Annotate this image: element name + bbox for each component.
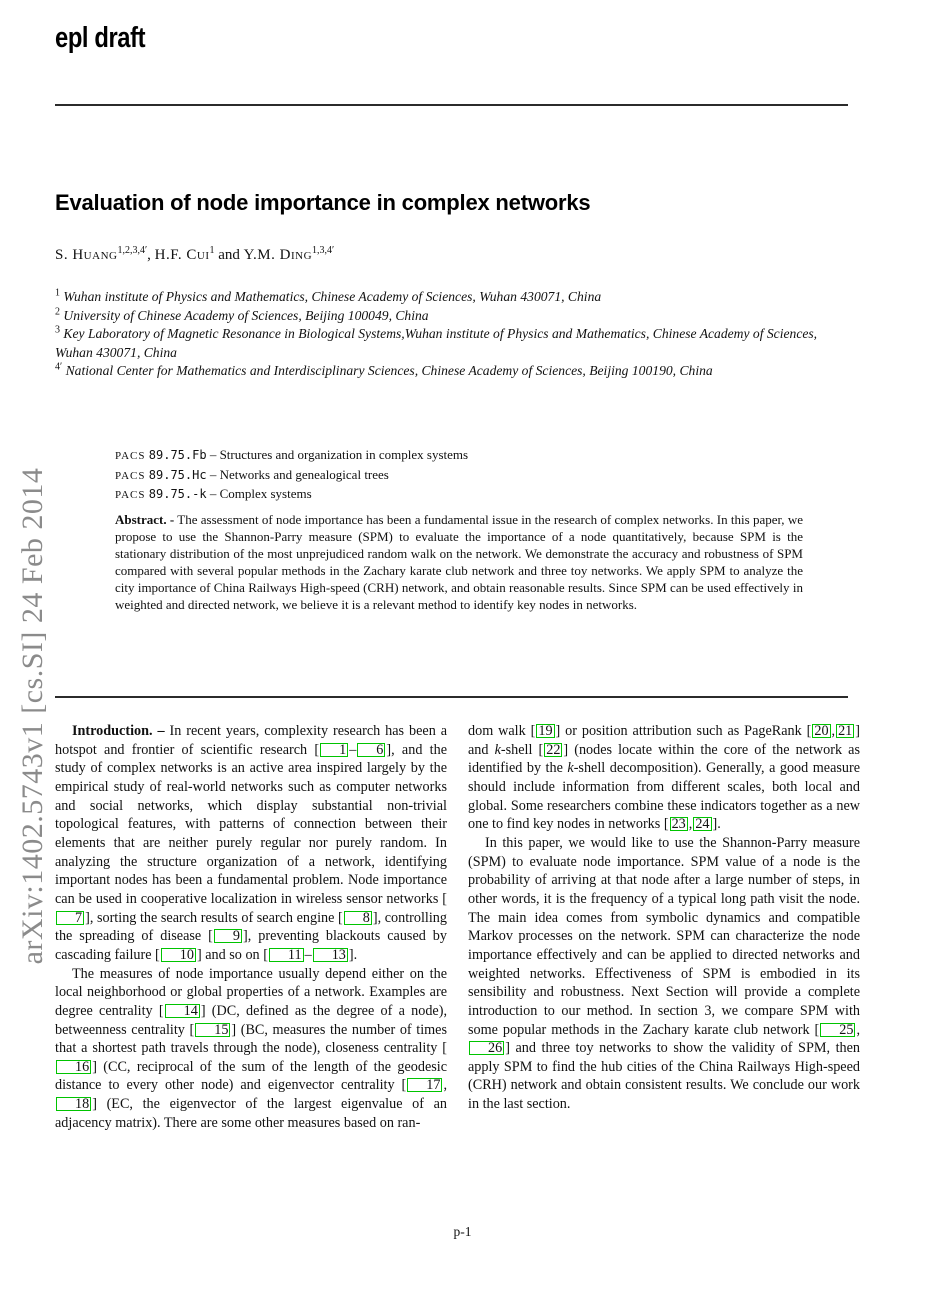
- section-heading: Introduction. –: [72, 723, 165, 739]
- affiliation-text: University of Chinese Academy of Sciences, Beijing 100049, China: [63, 307, 429, 323]
- abstract-block: [115, 511, 803, 614]
- pacs-label: PACS: [115, 450, 146, 462]
- citation-link[interactable]: 1: [320, 743, 348, 757]
- affiliation-item: [55, 325, 855, 362]
- author-name: S. Huang: [55, 247, 118, 263]
- body-paragraph: The measures of node importance usually depend either on the local neighborhood or global properties of a network. Examples are degree centrality [ 14 ] (DC, defined as the degree of a node), betweenness centrality [ 15 ] (BC, measures the number of times that a shortest path travels through the node), closeness centrality [16 ] (CC, reciprocal of the sum of the length of the geodesic distance to every other node) and eigenvector centrality [ 17 ,18 ] (EC, the eigenvector of the largest eigenvalue of an adjacency matrix). There are some other measures based on ran-: [55, 965, 448, 1131]
- body-columns: [55, 722, 860, 1132]
- pacs-dash: –: [209, 447, 217, 462]
- pacs-code: 89.75.Fb: [148, 448, 207, 462]
- citation-link[interactable]: 17: [407, 1078, 442, 1092]
- citation-link[interactable]: 24: [695, 816, 710, 833]
- author-affil-sup: 1,3,4′: [312, 245, 335, 256]
- body-paragraph: In this paper, we would like to use the Shannon-Parry measure (SPM) to evaluate node importance. SPM value of a node is the probability of arriving at that node after a large number of steps, in other words, it is the frequency of a typical long path visit the node. The main idea comes from symbolic dynamics and compatible Markov processes on the network. SPM can characterize the node importance effectively and can be applied to directed networks and weighted networks. Effectiveness of SPM is embodied in its sensibility and robustness. Next Section will provide a complete introduction to our method. In section 3, we compare SPM with some popular methods in the Zachary karate club network [ 25 ,26 ] and three toy networks to show the validity of SPM, then apply SPM to find the hub cities of the China Railways High-speed (CRH) network and obtain consistent results. We conclude our work in the last section.: [468, 834, 860, 1113]
- pacs-code: 89.75.-k: [148, 487, 207, 501]
- affiliation-marker: 3: [55, 324, 60, 336]
- pacs-desc: Structures and organization in complex systems: [219, 447, 469, 462]
- affiliation-marker: 1: [55, 287, 60, 299]
- author-separator: ,: [147, 247, 155, 263]
- author-name: H.F. Cui: [154, 247, 210, 263]
- author-affil-sup: 1,2,3,4′: [117, 245, 148, 256]
- citation-link[interactable]: 16: [56, 1060, 91, 1074]
- citation-link[interactable]: 23: [671, 816, 686, 833]
- body-paragraph: dom walk [ 19 ] or position attribution such as PageRank [ 20 , 21 ] and k-shell [ 22 ] (nodes locate within the core of the network as identified by the k-shell decomposition). Generally, a good measure should include information from different scales, both local and global. Some researchers combine these indicators together as a new one to find key nodes in networks [ 23 , 24 ].: [468, 723, 861, 833]
- pacs-label: PACS: [115, 469, 146, 482]
- affiliation-item: [55, 288, 855, 307]
- citation-link[interactable]: 11: [269, 948, 304, 962]
- citation-link[interactable]: 21: [838, 723, 853, 739]
- pacs-entry: [115, 446, 805, 466]
- citation-link[interactable]: 9: [214, 929, 242, 943]
- pacs-entry: [115, 466, 805, 486]
- abstract-label: Abstract. -: [115, 512, 175, 527]
- arxiv-watermark: arXiv:1402.5743v1 [cs.SI] 24 Feb 2014: [16, 467, 49, 965]
- affiliation-text: Key Laboratory of Magnetic Resonance in Biological Systems,Wuhan institute of Physics and Mathematics, Chinese Academy of Sciences, Wuhan 430071, China: [55, 326, 818, 360]
- pacs-desc: Networks and genealogical trees: [219, 466, 389, 482]
- header-rule: [55, 104, 848, 106]
- citation-link[interactable]: 14: [165, 1004, 200, 1018]
- pacs-dash: –: [209, 466, 217, 482]
- math-italic: k: [567, 760, 574, 777]
- section-rule: [55, 696, 848, 698]
- affiliation-item: [55, 307, 855, 326]
- citation-link[interactable]: 26: [469, 1041, 504, 1055]
- affiliation-text: National Center for Mathematics and Interdisciplinary Sciences, Chinese Academy of Sciences, Beijing 100190, China: [65, 363, 713, 379]
- affiliation-marker: 4′: [55, 361, 63, 373]
- pacs-dash: –: [209, 486, 217, 501]
- abstract-text: The assessment of node importance has been a fundamental issue in the research of complex networks. In this paper, we propose to use the Shannon-Parry measure (SPM) to evaluate the importance of a node quantitatively, because SPM is the stationary distribution of the most unprejudiced random walk on the network. We demonstrate the accuracy and robustness of SPM compared with several popular methods in the Zachary karate club network and three toy networks. We apply SPM to analyze the city importance of China Railways High-speed (CRH) network, and obtain reasonable results. Since SPM can be used effectively in weighted and directed network, we believe it is a relevant method to identify key nodes in networks.: [115, 512, 803, 613]
- affiliation-text: Wuhan institute of Physics and Mathematics, Chinese Academy of Sciences, Wuhan 430071, China: [63, 289, 602, 304]
- pacs-code: 89.75.Hc: [148, 467, 207, 482]
- author-affil-sup: 1: [209, 245, 215, 256]
- journal-draft-label: epl draft: [55, 22, 146, 54]
- author-and: and: [214, 247, 244, 263]
- citation-link[interactable]: 20: [814, 723, 829, 739]
- citation-link[interactable]: 7: [56, 911, 84, 925]
- citation-link[interactable]: 13: [313, 948, 348, 962]
- body-paragraph: Introduction. – In recent years, complexity research has been a hotspot and frontier of scientific research [ 1 – 6 ], and the study of complex networks is an active area inspired largely by the empirical study of real-world networks such as computer networks and social networks, which display substantial non-trivial topological features, with patterns of connection between their elements that are neither purely regular nor purely random. In analyzing the structure organization of a network, identifying important nodes has been a fundamental problem. Node importance can be used in cooperative localization in wireless sensor networks [7 ], sorting the search results of search engine [ 8 ], controlling the spreading of disease [ 9 ], preventing blackouts caused by cascading failure [ 10 ] and so on [ 11 – 13 ].: [55, 723, 448, 963]
- page-number: p-1: [453, 1224, 472, 1239]
- citation-link[interactable]: 15: [195, 1023, 230, 1037]
- left-column: [55, 722, 447, 1132]
- citation-link[interactable]: 22: [546, 741, 561, 758]
- author-line: [55, 247, 848, 264]
- citation-link[interactable]: 25: [820, 1023, 855, 1037]
- pacs-label: PACS: [115, 489, 146, 501]
- affiliation-list: [55, 288, 855, 381]
- citation-link[interactable]: 10: [161, 948, 196, 962]
- pacs-desc: Complex systems: [219, 486, 312, 501]
- affiliation-item: [55, 362, 855, 381]
- pacs-entry: [115, 485, 805, 505]
- citation-link[interactable]: 6: [357, 743, 385, 757]
- pacs-block: [115, 446, 805, 505]
- author-name: Y.M. Ding: [243, 247, 313, 263]
- citation-link[interactable]: 19: [538, 723, 553, 739]
- affiliation-marker: 2: [55, 306, 60, 318]
- right-column: [468, 722, 860, 1132]
- math-italic: k: [494, 741, 501, 758]
- paper-title: Evaluation of node importance in complex networks: [55, 190, 591, 215]
- citation-link[interactable]: 8: [344, 911, 372, 925]
- citation-link[interactable]: 18: [56, 1097, 91, 1111]
